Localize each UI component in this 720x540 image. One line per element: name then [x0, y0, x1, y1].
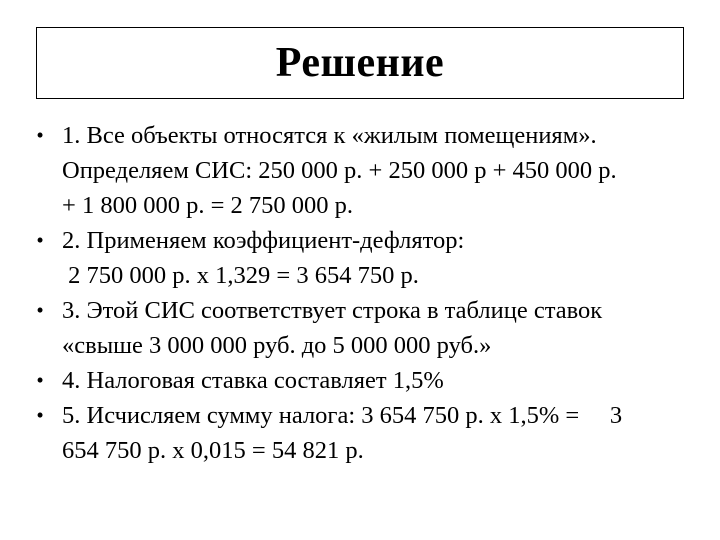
item-4-line-1: 4. Налоговая ставка составляет 1,5% — [62, 367, 444, 394]
bullet-icon: • — [36, 368, 44, 392]
slide-title: Решение — [275, 40, 445, 86]
item-1-line-3: + 1 800 000 р. = 2 750 000 р. — [62, 192, 354, 219]
title-box — [36, 27, 684, 99]
item-5-line-1: 5. Исчисляем сумму налога: 3 654 750 р. х 1,5% = 3 — [62, 402, 623, 429]
bullet-item-5 — [30, 398, 715, 468]
bullet-icon: • — [36, 403, 44, 427]
item-1-line-2: Определяем СИС: 250 000 р. + 250 000 р + 450 000 р. — [62, 157, 617, 184]
item-5-line-2: 654 750 р. х 0,015 = 54 821 р. — [62, 437, 364, 464]
item-2-line-1: 2. Применяем коэффициент-дефлятор: — [62, 227, 465, 254]
bullet-icon: • — [36, 298, 44, 322]
bullet-item-3 — [30, 293, 715, 363]
item-2-line-2: 2 750 000 р. х 1,329 = 3 654 750 р. — [62, 262, 419, 289]
bullet-icon: • — [36, 228, 44, 252]
bullet-icon: • — [36, 123, 44, 147]
bullet-item-2 — [30, 223, 715, 293]
item-1-line-1: 1. Все объекты относятся к «жилым помещениям». — [62, 122, 597, 149]
bullet-item-4 — [30, 363, 715, 398]
slide-content — [30, 118, 715, 468]
bullet-item-1 — [30, 118, 715, 223]
bullet-list — [30, 118, 715, 468]
item-3-line-1: 3. Этой СИС соответствует строка в таблице ставок — [62, 297, 603, 324]
item-3-line-2: «свыше 3 000 000 руб. до 5 000 000 руб.» — [62, 332, 492, 359]
